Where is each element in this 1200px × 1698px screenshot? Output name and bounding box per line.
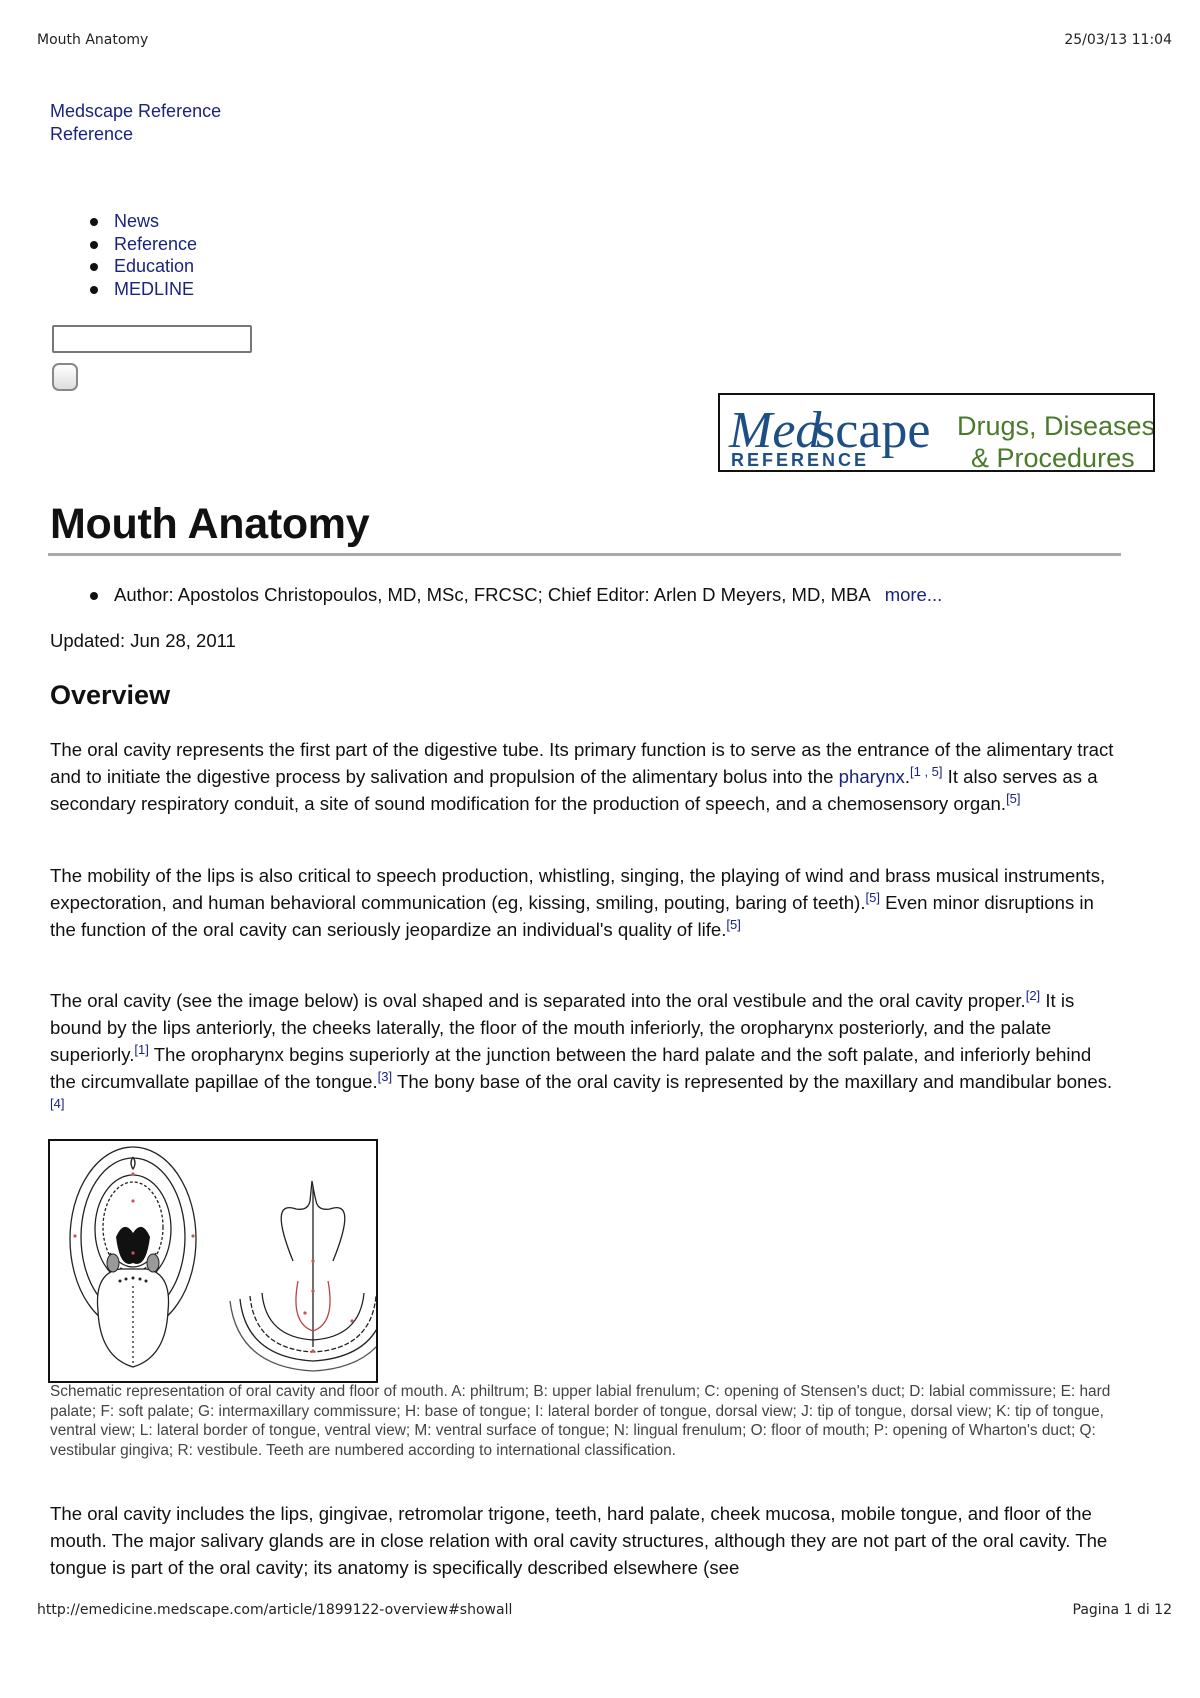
oral-cavity-figure[interactable] xyxy=(48,1139,378,1383)
paragraph-4: The oral cavity includes the lips, gingivae, retromolar trigone, teeth, hard palate, cheek mucosa, mobile tongue, and floor of the mouth. The major salivary glands are in close relation with oral cavity structures, although they are not part of the oral cavity. The tongue is part of the oral cavity; its anatomy is specifically described elsewhere (see xyxy=(50,1503,1108,1578)
citation-ref[interactable]: [5] xyxy=(1006,791,1021,806)
search-button[interactable] xyxy=(52,363,78,391)
nav-link-news[interactable]: News xyxy=(114,211,160,231)
print-header-datetime: 25/03/13 11:04 xyxy=(1064,32,1172,48)
section-heading-overview: Overview xyxy=(50,680,171,710)
main-nav xyxy=(90,210,197,300)
title-divider xyxy=(48,553,1121,556)
print-footer-page: Pagina 1 di 12 xyxy=(1072,1602,1172,1618)
paragraph-3: The oral cavity (see the image below) is oval shaped and is separated into the oral vestibule and the oral cavity proper.[2] It is bound by the lips anteriorly, the cheeks laterally, the floor of the mouth inferiorly, the oropharynx posteriorly, and the palate superiorly.[1] The oropharynx begins superiorly at the junction between the hard palate and the soft palate, and inferiorly behind the circumvallate papillae of the tongue.[3] The bony base of the oral cavity is represented by the maxillary and mandibular bones.[4] xyxy=(50,988,1113,1111)
citation-ref[interactable]: [1 , 5] xyxy=(909,764,943,779)
logo-med-text: Med xyxy=(729,402,822,459)
nav-link-medline[interactable]: MEDLINE xyxy=(114,278,195,299)
oral-cavity-diagram xyxy=(50,1141,376,1381)
logo-tagline-2: & Procedures xyxy=(971,443,1135,470)
brand-link-medscape-reference[interactable]: Medscape Reference xyxy=(50,101,222,121)
brand-link-reference[interactable]: Reference xyxy=(50,124,134,144)
paragraph-1: The oral cavity represents the first part of the digestive tube. Its primary function is to serve as the entrance of the alimentary tract and to initiate the digestive process by salivation and propulsion of the alimentary bolus into the pharynx.[1 , 5] It also serves as a secondary respiratory conduit, a site of sound modification for the production of speech, and a chemosensory organ.[5] xyxy=(50,739,1114,814)
more-link[interactable]: more... xyxy=(884,584,943,605)
author-text: Author: Apostolos Christopoulos, MD, MSc, FRCSC; Chief Editor: Arlen D Meyers, MD, MBA xyxy=(114,584,871,605)
page-title: Mouth Anatomy xyxy=(50,500,370,548)
updated-date: Updated: Jun 28, 2011 xyxy=(50,630,236,651)
nav-item-education xyxy=(90,255,197,278)
author-line xyxy=(90,584,942,606)
site-brand xyxy=(50,100,221,146)
citation-ref[interactable]: [1] xyxy=(134,1042,149,1057)
figure-caption: Schematic representation of oral cavity and floor of mouth. A: philtrum; B: upper labial frenulum; C: opening of Stensen's duct; D: labial commissure; E: hard palate; F: soft palate; G: intermaxillary commissure; H: base of tongue; I: lateral border of tongue, dorsal view; J: tip of tongue, dorsal view; K: tip of tongue, ventral view; L: lateral border of tongue, ventral view; M: ventral surface of tongue; N: lingual frenulum; O: floor of mouth; P: opening of Wharton's duct; Q: vestibular gingiva; R: vestibule. Teeth are numbered according to international classification. xyxy=(50,1383,1111,1459)
logo-scape-text: scape xyxy=(815,402,931,459)
nav-link-education[interactable]: Education xyxy=(114,256,195,276)
paragraph-2: The mobility of the lips is also critical to speech production, whistling, singing, the playing of wind and brass musical instruments, expectoration, and human behavioral communication (eg, kissing, smiling, pouting, baring of teeth).[5] Even minor disruptions in the function of the oral cavity can seriously jeopardize an individual's quality of life.[5] xyxy=(50,865,1106,940)
print-footer-url: http://emedicine.medscape.com/article/1899122-overview#showall xyxy=(37,1602,513,1618)
medscape-reference-logo[interactable] xyxy=(718,393,1155,472)
citation-ref[interactable]: [2] xyxy=(1025,988,1041,1003)
search-input[interactable] xyxy=(52,325,252,353)
citation-ref[interactable]: [3] xyxy=(377,1069,393,1084)
pharynx-link[interactable]: pharynx xyxy=(838,766,905,787)
pharynx-shape xyxy=(116,1227,150,1264)
logo-tagline-1: Drugs, Diseases xyxy=(957,411,1153,441)
nav-link-reference[interactable]: Reference xyxy=(114,233,198,254)
print-header-title: Mouth Anatomy xyxy=(37,32,149,48)
citation-ref[interactable]: [5] xyxy=(865,890,880,905)
nav-item-medline xyxy=(90,278,197,301)
citation-ref[interactable]: [5] xyxy=(726,917,741,932)
nav-item-reference xyxy=(90,233,197,256)
logo-graphic xyxy=(720,395,1153,470)
logo-sub-text: REFERENCE xyxy=(731,450,870,470)
citation-ref[interactable]: [4] xyxy=(50,1096,65,1111)
nav-item-news xyxy=(90,210,197,233)
